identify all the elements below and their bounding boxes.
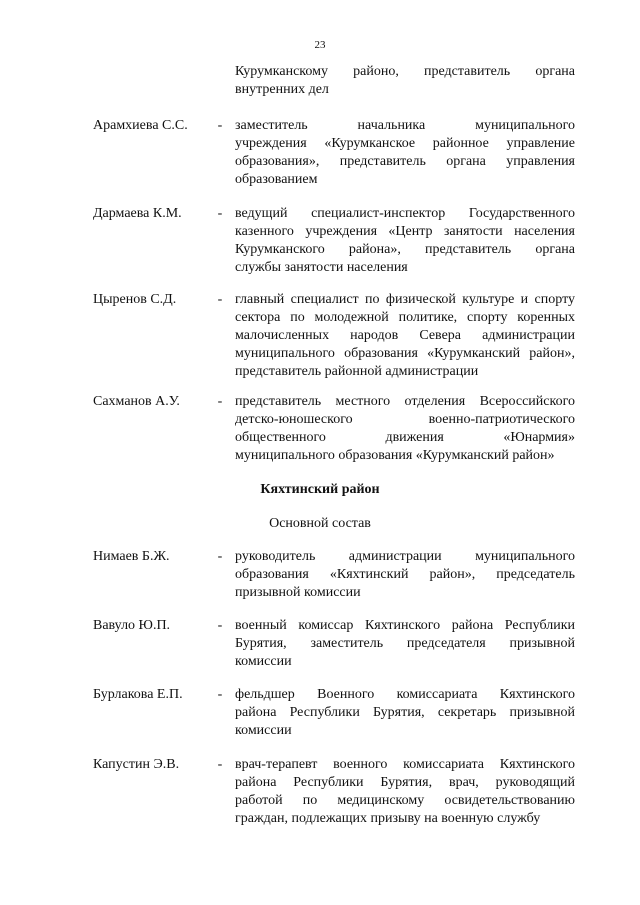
separator-dash: - bbox=[217, 206, 223, 221]
description-line: сектора по молодежной политике, спорту коренных bbox=[235, 310, 575, 325]
description-line: работой по медицинскому освидетельствованию bbox=[235, 793, 575, 808]
description-line: образованием bbox=[235, 172, 318, 187]
description-line: главный специалист по физической культуре и спорту bbox=[235, 292, 575, 307]
section-subtitle: Основной состав bbox=[269, 516, 371, 531]
member-name: Вавуло Ю.П. bbox=[93, 618, 171, 633]
description-line: казенного учреждения «Центр занятости населения bbox=[235, 224, 575, 239]
separator-dash: - bbox=[217, 394, 223, 409]
member-description bbox=[235, 617, 575, 671]
description-line: призывной комиссии bbox=[235, 585, 361, 600]
member-description bbox=[235, 393, 575, 465]
description-line: образования», представитель органа управления bbox=[235, 154, 575, 169]
description-line: образования «Кяхтинский район», председатель bbox=[235, 567, 575, 582]
description-line: малочисленных народов Севера администрации bbox=[235, 328, 575, 343]
separator-dash: - bbox=[217, 292, 223, 307]
member-description bbox=[235, 117, 575, 189]
description-line: муниципального образования «Курумканский район» bbox=[235, 448, 555, 463]
member-name: Сахманов А.У. bbox=[93, 394, 180, 409]
section-title: Кяхтинский район bbox=[260, 482, 380, 497]
member-description bbox=[235, 756, 575, 828]
separator-dash: - bbox=[217, 618, 223, 633]
description-line: комиссии bbox=[235, 654, 292, 669]
separator-dash: - bbox=[217, 687, 223, 702]
member-description bbox=[235, 205, 575, 277]
member-name: Капустин Э.В. bbox=[93, 757, 180, 772]
page-number: 23 bbox=[314, 39, 326, 51]
description-line: граждан, подлежащих призыву на военную службу bbox=[235, 811, 541, 826]
separator-dash: - bbox=[217, 549, 223, 564]
description-line: комиссии bbox=[235, 723, 292, 738]
member-description bbox=[235, 686, 575, 740]
description-line: района Республики Бурятия, секретарь призывной bbox=[235, 705, 575, 720]
description-line: Бурятия, заместитель председателя призывной bbox=[235, 636, 575, 651]
separator-dash: - bbox=[217, 118, 223, 133]
description-line: представитель районной администрации bbox=[235, 364, 479, 379]
member-name: Нимаев Б.Ж. bbox=[93, 549, 170, 564]
description-line: детско-юношеского военно-патриотического bbox=[235, 412, 575, 427]
member-name: Арамхиева С.С. bbox=[93, 118, 188, 133]
description-line: фельдшер Военного комиссариата Кяхтинского bbox=[235, 687, 575, 702]
description-line: района Республики Бурятия, врач, руководящий bbox=[235, 775, 575, 790]
member-name: Цыренов С.Д. bbox=[93, 292, 177, 307]
continuation-description bbox=[235, 63, 575, 99]
description-line: внутренних дел bbox=[235, 82, 329, 97]
description-line: заместитель начальника муниципального bbox=[235, 118, 575, 133]
description-line: военный комиссар Кяхтинского района Республики bbox=[235, 618, 575, 633]
description-line: учреждения «Курумканское районное управление bbox=[235, 136, 575, 151]
member-description bbox=[235, 291, 575, 381]
description-line: представитель местного отделения Всероссийского bbox=[235, 394, 575, 409]
member-name: Бурлакова Е.П. bbox=[93, 687, 183, 702]
description-line: Курумканскому районо, представитель органа bbox=[235, 64, 575, 79]
description-line: Курумканского района», представитель органа bbox=[235, 242, 575, 257]
description-line: ведущий специалист-инспектор Государственного bbox=[235, 206, 575, 221]
description-line: руководитель администрации муниципального bbox=[235, 549, 575, 564]
description-line: муниципального образования «Курумканский район», bbox=[235, 346, 575, 361]
description-line: службы занятости населения bbox=[235, 260, 408, 275]
member-description bbox=[235, 548, 575, 602]
description-line: врач-терапевт военного комиссариата Кяхтинского bbox=[235, 757, 575, 772]
description-line: общественного движения «Юнармия» bbox=[235, 430, 575, 445]
member-name: Дармаева К.М. bbox=[93, 206, 182, 221]
separator-dash: - bbox=[217, 757, 223, 772]
